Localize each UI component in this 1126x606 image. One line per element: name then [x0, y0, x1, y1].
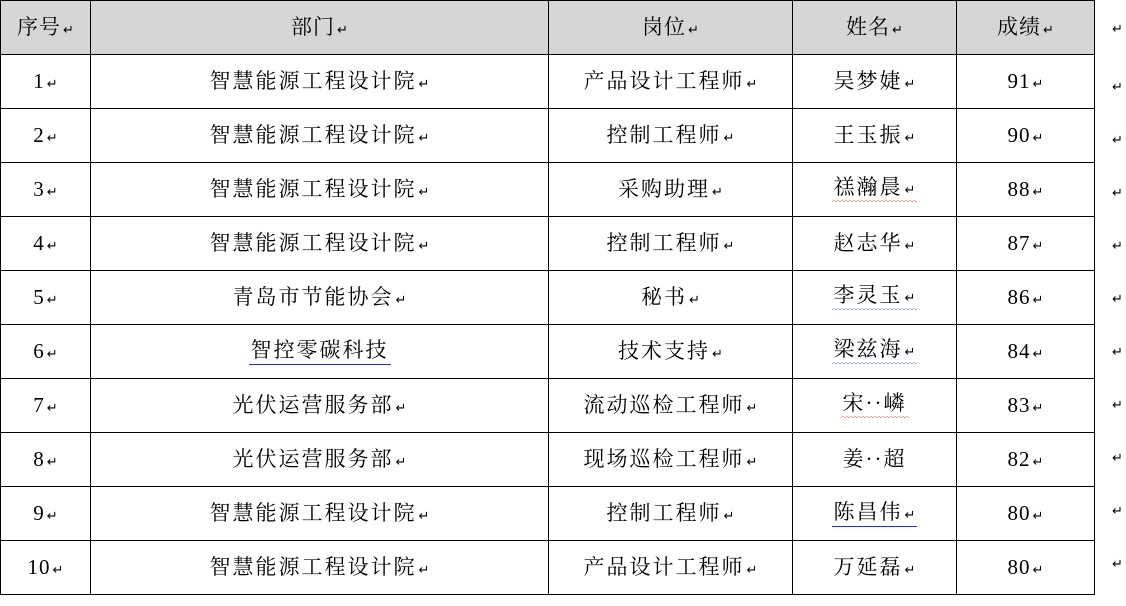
cell-department: 智慧能源工程设计院 ↵ — [91, 217, 549, 271]
table-header-row — [1, 1, 1095, 55]
cell-index: 3 ↵ — [1, 163, 91, 217]
cell-score: 80 ↵ — [957, 487, 1095, 541]
cell-position: 控制工程师 ↵ — [549, 109, 793, 163]
table-row — [1, 217, 1095, 271]
cell-score: 88 ↵ — [957, 163, 1095, 217]
cell-name: 姜··超 — [793, 433, 957, 487]
cell-index: 7 ↵ — [1, 379, 91, 433]
cell-position: 流动巡检工程师 ↵ — [549, 379, 793, 433]
cell-score: 82 ↵ — [957, 433, 1095, 487]
paragraph-mark: ↵ — [1112, 345, 1123, 360]
cell-index: 9 ↵ — [1, 487, 91, 541]
cell-department: 智控零碳科技 — [91, 325, 549, 379]
table-row — [1, 163, 1095, 217]
column-header-department: 部门 ↵ — [91, 1, 549, 55]
cell-department: 光伏运营服务部 ↵ — [91, 379, 549, 433]
cell-score: 90 ↵ — [957, 109, 1095, 163]
cell-index: 8 ↵ — [1, 433, 91, 487]
paragraph-marks-margin — [1112, 0, 1126, 606]
cell-name: 李灵玉 ↵ — [793, 271, 957, 325]
cell-position: 采购助理 ↵ — [549, 163, 793, 217]
paragraph-mark: ↵ — [1112, 557, 1123, 572]
table-row — [1, 109, 1095, 163]
cell-department: 智慧能源工程设计院 ↵ — [91, 541, 549, 595]
cell-department: 光伏运营服务部 ↵ — [91, 433, 549, 487]
cell-name: 陈昌伟 ↵ — [793, 487, 957, 541]
table-header — [1, 1, 1095, 55]
cell-name: 王玉振 ↵ — [793, 109, 957, 163]
cell-position: 技术支持 ↵ — [549, 325, 793, 379]
column-header-index: 序号 ↵ — [1, 1, 91, 55]
cell-department: 智慧能源工程设计院 ↵ — [91, 109, 549, 163]
paragraph-mark: ↵ — [1112, 451, 1123, 466]
cell-score: 91 ↵ — [957, 55, 1095, 109]
cell-score: 80 ↵ — [957, 541, 1095, 595]
cell-index: 6 ↵ — [1, 325, 91, 379]
cell-position: 控制工程师 ↵ — [549, 217, 793, 271]
cell-name: 吴梦婕 ↵ — [793, 55, 957, 109]
column-header-name: 姓名 ↵ — [793, 1, 957, 55]
cell-position: 控制工程师 ↵ — [549, 487, 793, 541]
table-row — [1, 487, 1095, 541]
paragraph-mark: ↵ — [1112, 398, 1123, 413]
cell-index: 5 ↵ — [1, 271, 91, 325]
cell-score: 83 ↵ — [957, 379, 1095, 433]
cell-name: 万延磊 ↵ — [793, 541, 957, 595]
table-row — [1, 55, 1095, 109]
paragraph-mark: ↵ — [1112, 22, 1123, 37]
cell-position: 现场巡检工程师 ↵ — [549, 433, 793, 487]
cell-name: 梁兹海 ↵ — [793, 325, 957, 379]
cell-score: 86 ↵ — [957, 271, 1095, 325]
paragraph-mark: ↵ — [1112, 186, 1123, 201]
table-row — [1, 379, 1095, 433]
table-row — [1, 325, 1095, 379]
cell-position: 秘书 ↵ — [549, 271, 793, 325]
cell-department: 智慧能源工程设计院 ↵ — [91, 163, 549, 217]
cell-index: 1 ↵ — [1, 55, 91, 109]
table-row — [1, 433, 1095, 487]
table-row — [1, 541, 1095, 595]
cell-position: 产品设计工程师 ↵ — [549, 55, 793, 109]
cell-score: 84 ↵ — [957, 325, 1095, 379]
paragraph-mark: ↵ — [1112, 504, 1123, 519]
cell-index: 4 ↵ — [1, 217, 91, 271]
table-row — [1, 271, 1095, 325]
table-body — [1, 55, 1095, 595]
cell-position: 产品设计工程师 ↵ — [549, 541, 793, 595]
paragraph-mark: ↵ — [1112, 80, 1123, 95]
cell-index: 10 ↵ — [1, 541, 91, 595]
cell-department: 智慧能源工程设计院 ↵ — [91, 55, 549, 109]
paragraph-mark: ↵ — [1112, 292, 1123, 307]
cell-department: 青岛市节能协会 ↵ — [91, 271, 549, 325]
cell-name: 宋··嶙 — [793, 379, 957, 433]
cell-name: 禚瀚晨 ↵ — [793, 163, 957, 217]
cell-index: 2 ↵ — [1, 109, 91, 163]
paragraph-mark: ↵ — [1112, 133, 1123, 148]
cell-name: 赵志华 ↵ — [793, 217, 957, 271]
paragraph-mark: ↵ — [1112, 239, 1123, 254]
column-header-position: 岗位 ↵ — [549, 1, 793, 55]
cell-department: 智慧能源工程设计院 ↵ — [91, 487, 549, 541]
cell-score: 87 ↵ — [957, 217, 1095, 271]
column-header-score: 成绩 ↵ — [957, 1, 1095, 55]
